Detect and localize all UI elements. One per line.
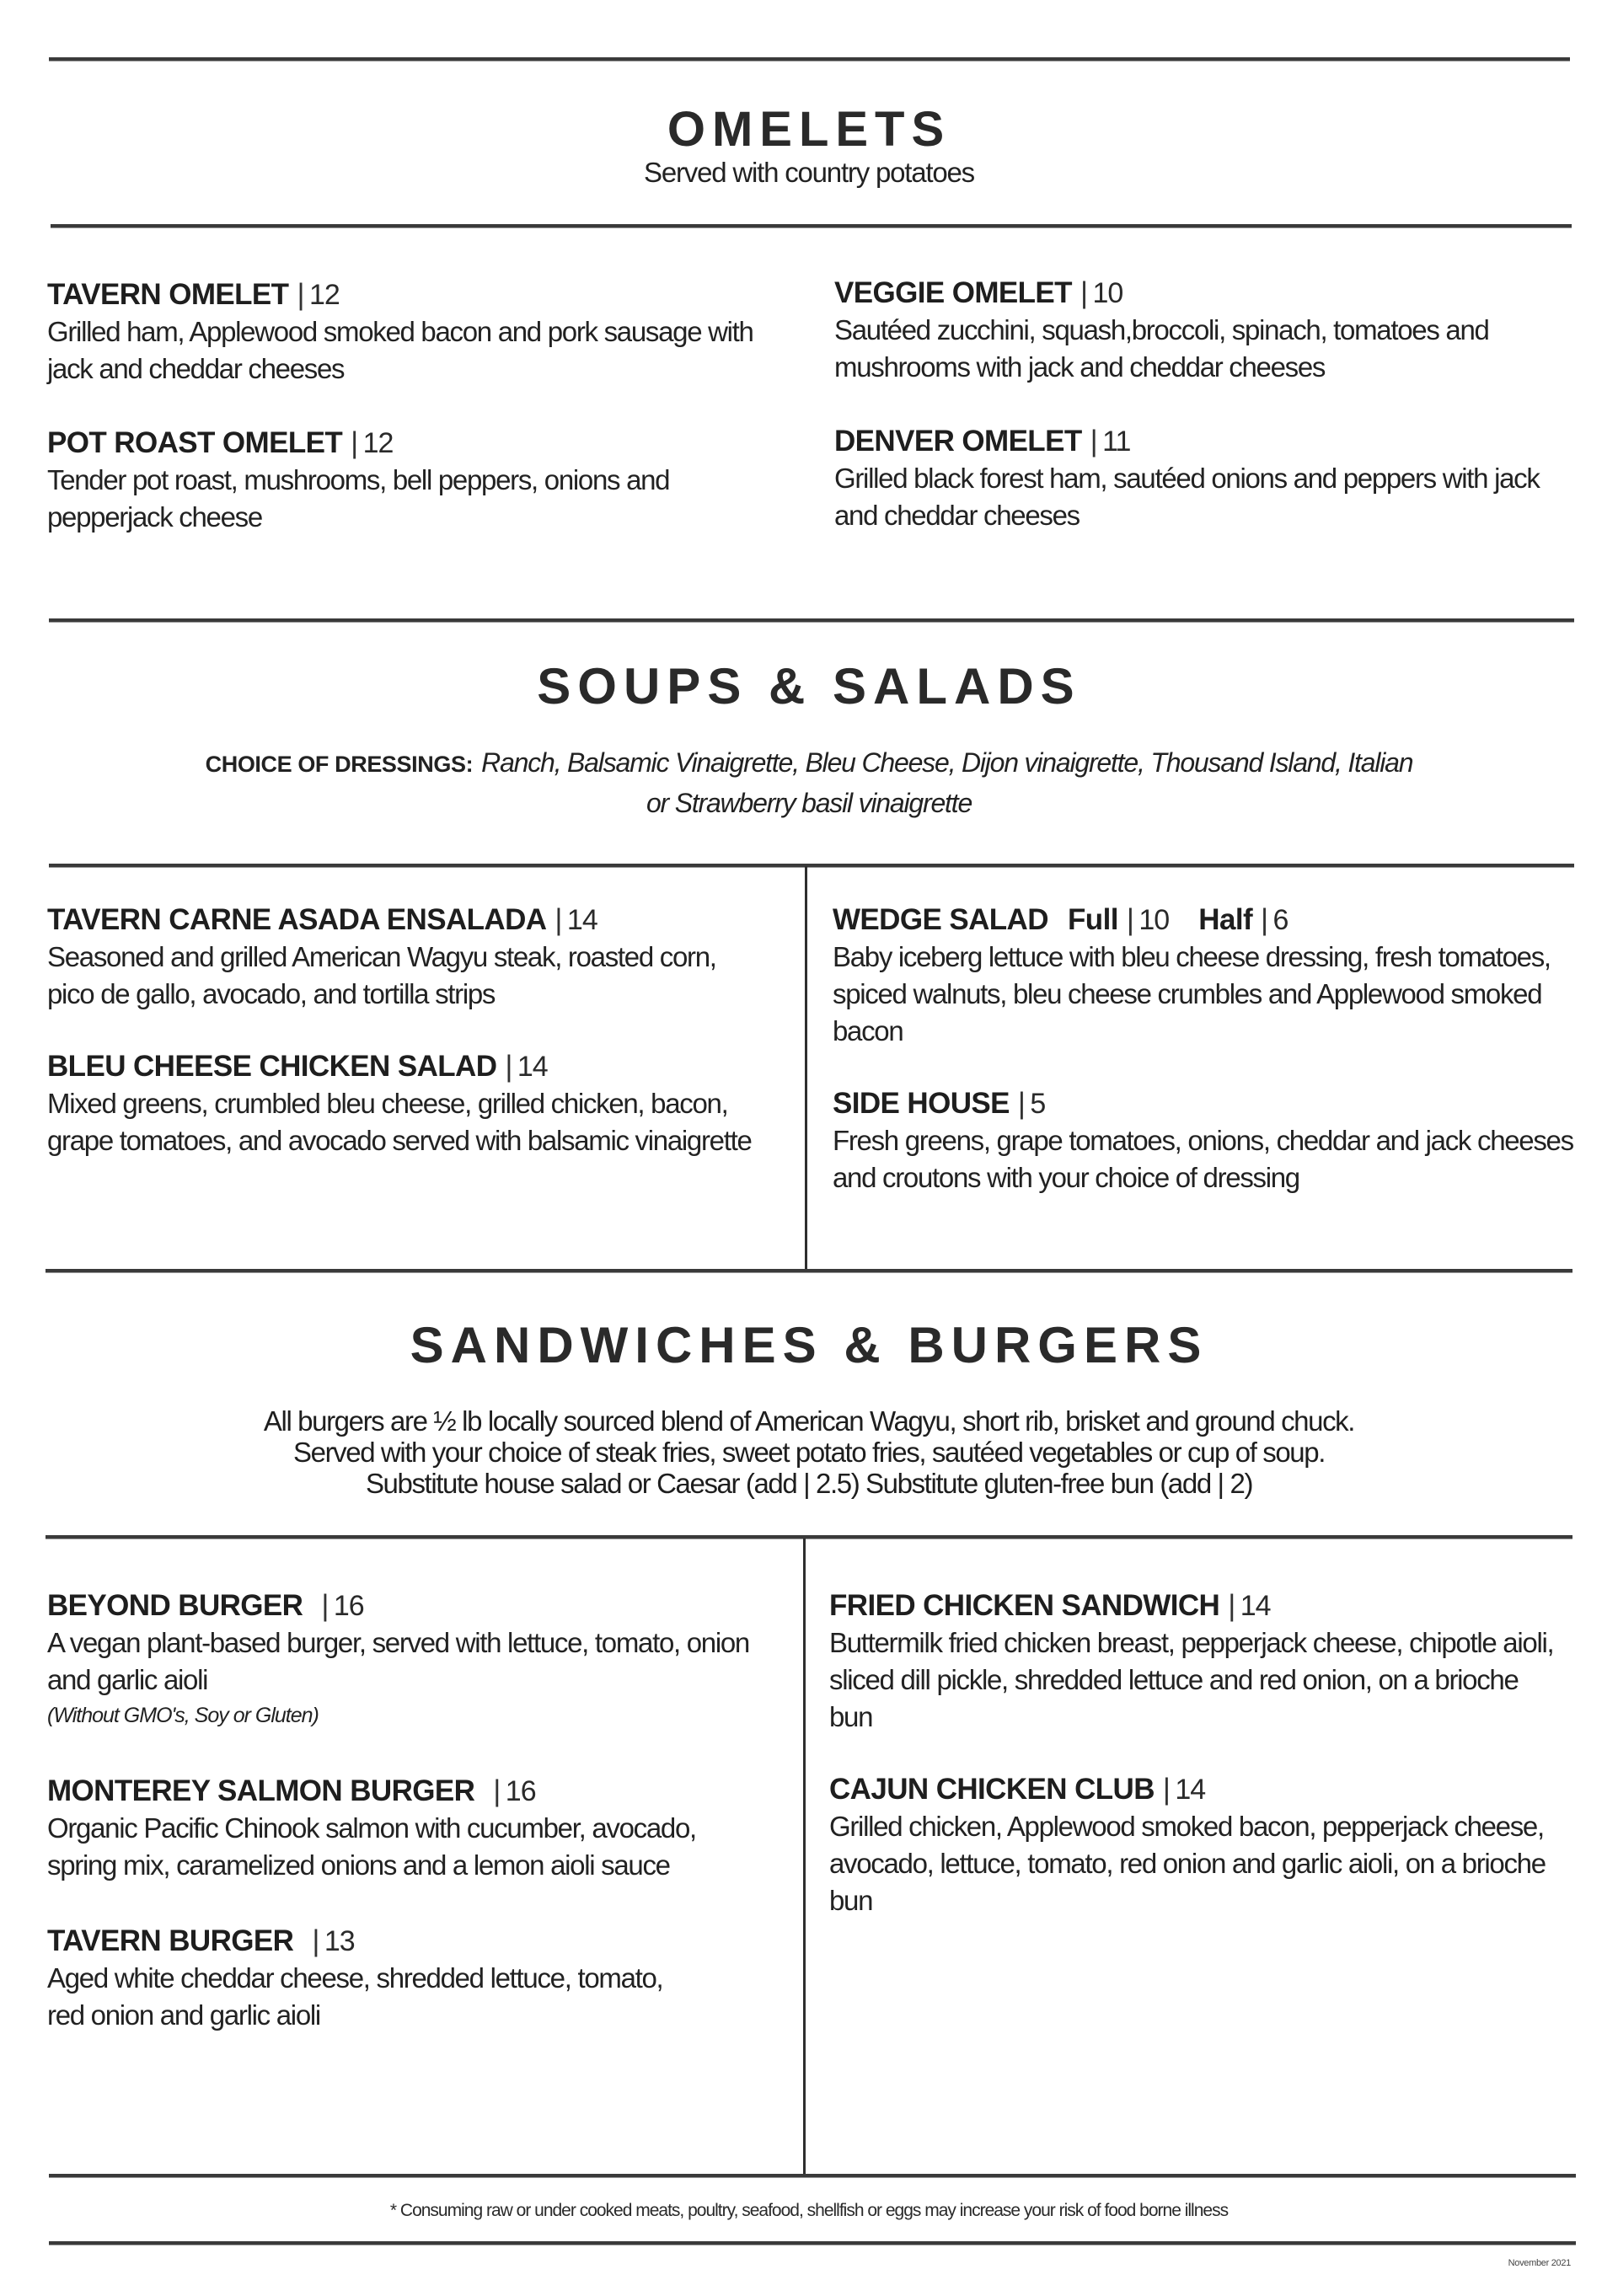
menu-item-fried-chicken-sandwich bbox=[829, 1587, 1554, 1736]
item-description: Grilled chicken, Applewood smoked bacon, pepperjack cheese, avocado, lettuce, tomato, red onion and garlic aioli, on a brioche bun bbox=[829, 1811, 1546, 1916]
divider-sandwiches-top bbox=[46, 1269, 1572, 1272]
burgers-intro-line: Served with your choice of steak fries, sweet potato fries, sautéed vegetables or cup of soup. bbox=[293, 1437, 1325, 1468]
item-description: Buttermilk fried chicken breast, pepperjack cheese, chipotle aioli, sliced dill pickle, shredded lettuce and red onion, on a brioche bun bbox=[829, 1627, 1554, 1732]
item-description: Tender pot roast, mushrooms, bell peppers, onions and pepperjack cheese bbox=[47, 464, 670, 533]
price-separator: | bbox=[312, 1924, 319, 1957]
item-name: TAVERN BURGER bbox=[47, 1924, 294, 1957]
price-separator: | bbox=[1090, 425, 1098, 458]
item-description: Grilled black forest ham, sautéed onions and peppers with jack and cheddar cheeses bbox=[834, 463, 1540, 531]
item-description: Fresh greens, grape tomatoes, onions, cheddar and jack cheeses and croutons with your choice of dressing bbox=[833, 1125, 1573, 1193]
menu-item-side-house bbox=[833, 1085, 1573, 1196]
divider-top bbox=[49, 57, 1570, 61]
half-size-price: 6 bbox=[1272, 904, 1289, 936]
item-name: TAVERN OMELET bbox=[47, 278, 289, 311]
divider-omelets-bottom bbox=[51, 224, 1572, 227]
price-separator: | bbox=[1080, 276, 1088, 309]
item-price: 11 bbox=[1102, 425, 1131, 458]
section-title-soups-salads: SOUPS & SALADS bbox=[537, 658, 1081, 714]
item-price: 16 bbox=[505, 1775, 536, 1807]
item-name: DENVER OMELET bbox=[834, 425, 1082, 458]
price-separator: | bbox=[297, 278, 304, 311]
item-name: BLEU CHEESE CHICKEN SALAD bbox=[47, 1050, 497, 1083]
price-separator: | bbox=[351, 426, 358, 459]
price-separator: | bbox=[1017, 1087, 1026, 1120]
item-name: WEDGE SALAD bbox=[833, 903, 1048, 936]
section-title-omelets: OMELETS bbox=[667, 102, 951, 157]
item-name: SIDE HOUSE bbox=[833, 1087, 1010, 1120]
half-size-label: Half bbox=[1198, 903, 1253, 936]
item-name: MONTEREY SALMON BURGER bbox=[47, 1774, 475, 1807]
menu-item-veggie-omelet bbox=[834, 275, 1551, 386]
item-description: Aged white cheddar cheese, shredded lettuce, tomato, red onion and garlic aioli bbox=[47, 1962, 663, 2031]
menu-item-denver-omelet bbox=[834, 423, 1551, 534]
item-price: 12 bbox=[362, 427, 394, 459]
menu-item-carne-asada-ensalada bbox=[47, 902, 763, 1013]
menu-item-monterey-salmon-burger bbox=[47, 1773, 763, 1884]
price-separator: | bbox=[1162, 1773, 1171, 1806]
menu-item-bleu-cheese-chicken-salad bbox=[47, 1048, 763, 1159]
burgers-intro-line: Substitute house salad or Caesar (add | 2.5) Substitute gluten-free bun (add | 2) bbox=[365, 1468, 1253, 1499]
item-note: (Without GMO's, Soy or Gluten) bbox=[47, 1704, 319, 1727]
menu-date: November 2021 bbox=[1508, 2258, 1571, 2268]
burgers-intro-line: All burgers are ½ lb locally sourced blend of American Wagyu, short rib, brisket and ground chuck. bbox=[263, 1405, 1355, 1437]
burgers-intro bbox=[0, 1405, 1618, 1499]
menu-item-cajun-chicken-club bbox=[829, 1771, 1546, 1919]
column-divider-sandwiches bbox=[803, 1539, 806, 2176]
item-price: 16 bbox=[333, 1590, 364, 1622]
food-safety-disclaimer: * Consuming raw or under cooked meats, poultry, seafood, shellfish or eggs may increase your risk of food borne illness bbox=[389, 2201, 1229, 2220]
divider-soups-columns-top bbox=[49, 864, 1574, 867]
price-separator: | bbox=[555, 903, 562, 936]
divider-footer-bottom bbox=[49, 2241, 1576, 2245]
divider-footer-top bbox=[49, 2174, 1576, 2177]
divider-sandwiches-columns-top bbox=[46, 1535, 1572, 1539]
item-price: 14 bbox=[1240, 1590, 1271, 1622]
column-divider-soups bbox=[805, 866, 807, 1271]
item-description: Baby iceberg lettuce with bleu cheese dressing, fresh tomatoes, spiced walnuts, bleu cheese crumbles and Applewood smoked bacon bbox=[833, 941, 1551, 1046]
price-separator: | bbox=[1261, 903, 1268, 936]
menu-item-wedge-salad bbox=[833, 902, 1549, 1050]
dressings-label: CHOICE OF DRESSINGS: bbox=[205, 752, 474, 777]
price-separator: | bbox=[493, 1774, 501, 1807]
price-separator: | bbox=[1126, 903, 1134, 936]
menu-item-pot-roast-omelet bbox=[47, 425, 763, 536]
dressings-info bbox=[0, 743, 1618, 822]
item-name: CAJUN CHICKEN CLUB bbox=[829, 1773, 1155, 1806]
item-price: 13 bbox=[324, 1925, 355, 1957]
item-price: 5 bbox=[1030, 1088, 1046, 1120]
menu-item-beyond-burger bbox=[47, 1587, 763, 1732]
menu-item-tavern-burger bbox=[47, 1923, 763, 2034]
item-description: Grilled ham, Applewood smoked bacon and pork sausage with jack and cheddar cheeses bbox=[47, 316, 753, 384]
item-price: 14 bbox=[517, 1051, 548, 1083]
price-separator: | bbox=[505, 1050, 512, 1083]
dressings-list-continued: or Strawberry basil vinaigrette bbox=[646, 788, 972, 818]
full-size-price: 10 bbox=[1138, 904, 1170, 936]
item-price: 10 bbox=[1092, 277, 1123, 309]
price-separator: | bbox=[1228, 1589, 1235, 1622]
item-name: VEGGIE OMELET bbox=[834, 276, 1072, 309]
item-name: TAVERN CARNE ASADA ENSALADA bbox=[47, 903, 547, 936]
item-description: Mixed greens, crumbled bleu cheese, grilled chicken, bacon, grape tomatoes, and avocado served with balsamic vinaigrette bbox=[47, 1088, 752, 1156]
menu-item-tavern-omelet bbox=[47, 276, 763, 388]
price-separator: | bbox=[321, 1589, 329, 1622]
item-description: Organic Pacific Chinook salmon with cucumber, avocado, spring mix, caramelized onions and a lemon aioli sauce bbox=[47, 1812, 696, 1881]
dressings-list: Ranch, Balsamic Vinaigrette, Bleu Cheese, Dijon vinaigrette, Thousand Island, Italian bbox=[481, 747, 1413, 778]
item-name: BEYOND BURGER bbox=[47, 1589, 303, 1622]
item-name: FRIED CHICKEN SANDWICH bbox=[829, 1589, 1220, 1622]
full-size-label: Full bbox=[1068, 903, 1118, 936]
item-price: 12 bbox=[308, 279, 340, 311]
divider-soups-top bbox=[49, 618, 1574, 622]
omelets-subtitle: Served with country potatoes bbox=[644, 157, 974, 188]
item-price: 14 bbox=[566, 904, 597, 936]
item-description: A vegan plant-based burger, served with lettuce, tomato, onion and garlic aioli bbox=[47, 1627, 749, 1695]
item-description: Seasoned and grilled American Wagyu steak, roasted corn, pico de gallo, avocado, and tortilla strips bbox=[47, 941, 716, 1009]
section-title-sandwiches-burgers: SANDWICHES & BURGERS bbox=[410, 1317, 1208, 1373]
item-description: Sautéed zucchini, squash,broccoli, spinach, tomatoes and mushrooms with jack and cheddar cheeses bbox=[834, 314, 1489, 383]
item-price: 14 bbox=[1175, 1774, 1206, 1806]
item-name: POT ROAST OMELET bbox=[47, 426, 343, 459]
